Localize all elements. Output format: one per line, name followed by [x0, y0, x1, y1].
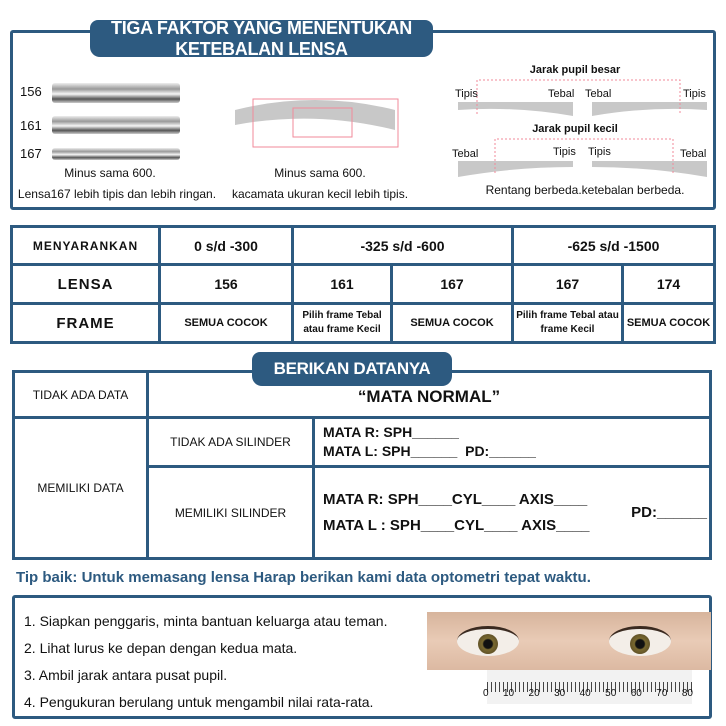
range-cell: -625 s/d -1500: [513, 227, 715, 265]
ruler-tick-label: 20: [528, 688, 540, 699]
right-eye-icon: [609, 626, 671, 656]
right-eye-sph-field[interactable]: MATA R: SPH______: [323, 424, 459, 440]
tebal-label: Tebal: [585, 88, 612, 100]
row-header-lensa: LENSA: [12, 265, 160, 304]
lens-161-image: [52, 116, 180, 134]
steps-list: [24, 608, 387, 716]
step-item: 2. Lihat lurus ke depan dengan kedua mata.: [24, 640, 298, 656]
pd-small-label: Jarak pupil kecil: [532, 123, 618, 135]
no-cylinder-fields: [314, 418, 711, 467]
lensa-cell: 156: [160, 265, 293, 304]
caption2b: kacamata ukuran kecil lebih tipis.: [231, 187, 409, 201]
row-header-frame: FRAME: [12, 304, 160, 343]
left-eye-sph-pd-field[interactable]: MATA L: SPH______ PD:______: [323, 443, 536, 459]
lens-index-161: 161: [20, 118, 42, 133]
step-item: 3. Ambil jarak antara pusat pupil.: [24, 667, 228, 683]
tipis-label: Tipis: [455, 88, 478, 100]
ruler-tick-label: 80: [681, 688, 693, 699]
tebal-label: Tebal: [680, 148, 707, 160]
data-form-table: [12, 370, 712, 560]
ruler-tick-label: 40: [579, 688, 591, 699]
pd-field[interactable]: PD:______: [631, 504, 707, 521]
caption1b: Lensa167 lebih tipis dan lebih ringan.: [17, 187, 217, 201]
has-cylinder-label: MEMILIKI SILINDER: [148, 467, 314, 559]
pd-large-label: Jarak pupil besar: [529, 64, 621, 76]
ruler-tick-label: 50: [605, 688, 617, 699]
no-data-label: TIDAK ADA DATA: [14, 372, 148, 418]
ruler-tick-label: 0: [483, 688, 489, 699]
tipis-label: Tipis: [683, 88, 706, 100]
ruler-tick-label: 60: [630, 688, 642, 699]
frame-cell: SEMUA COCOK: [160, 304, 293, 343]
frame-cell: SEMUA COCOK: [623, 304, 715, 343]
tipis-label: Tipis: [588, 146, 611, 158]
ruler-tick-label: 70: [656, 688, 668, 699]
lens-index-156: 156: [20, 84, 42, 99]
has-data-label: MEMILIKI DATA: [14, 418, 148, 559]
ruler-labels: [483, 688, 693, 699]
normal-eye-text: “MATA NORMAL”: [148, 372, 711, 418]
tip-text: Tip baik: Untuk memasang lensa Harap berikan kami data optometri tepat waktu.: [16, 569, 591, 586]
recommendation-table: [10, 225, 716, 344]
step-item: 4. Pengukuran berulang untuk mengambil nilai rata-rata.: [24, 694, 374, 710]
step-item: 1. Siapkan penggaris, minta bantuan keluarga atau teman.: [24, 613, 388, 629]
pd-small-diagram: [455, 137, 715, 177]
lensa-cell: 167: [392, 265, 513, 304]
left-eye-icon: [457, 626, 519, 656]
frame-size-diagram: [230, 95, 400, 150]
ruler-tick-label: 10: [502, 688, 515, 699]
lens-156-image: [52, 83, 180, 103]
caption1a: Minus sama 600.: [64, 166, 156, 180]
row-header-menyarankan: MENYARANKAN: [12, 227, 160, 265]
eyes-photo: [427, 612, 711, 670]
frame-cell: Pilih frame Tebal atau frame Kecil: [293, 304, 392, 343]
range-cell: 0 s/d -300: [160, 227, 293, 265]
frame-cell: Pilih frame Tebal atau frame Kecil: [513, 304, 623, 343]
lens-index-167: 167: [20, 146, 42, 161]
cylinder-fields: [314, 467, 711, 559]
tipis-label: Tipis: [553, 146, 576, 158]
tebal-label: Tebal: [452, 148, 479, 160]
section2-title: BERIKAN DATANYA: [252, 352, 452, 386]
ruler-tick-label: 30: [554, 688, 566, 699]
lens-167-image: [52, 148, 180, 160]
frame-cell: SEMUA COCOK: [392, 304, 513, 343]
range-cell: -325 s/d -600: [293, 227, 513, 265]
left-eye-cyl-field[interactable]: MATA L : SPH____CYL____ AXIS____: [323, 516, 590, 534]
lensa-cell: 174: [623, 265, 715, 304]
lensa-cell: 161: [293, 265, 392, 304]
caption3: Rentang berbeda.ketebalan berbeda.: [485, 183, 685, 197]
tebal-label: Tebal: [548, 88, 575, 100]
no-cylinder-label: TIDAK ADA SILINDER: [148, 418, 314, 467]
right-eye-cyl-field[interactable]: MATA R: SPH____CYL____ AXIS____: [323, 490, 588, 508]
caption2a: Minus sama 600.: [274, 166, 366, 180]
section1-title: TIGA FAKTOR YANG MENENTUKAN KETEBALAN LENSA: [90, 20, 433, 57]
lensa-cell: 167: [513, 265, 623, 304]
